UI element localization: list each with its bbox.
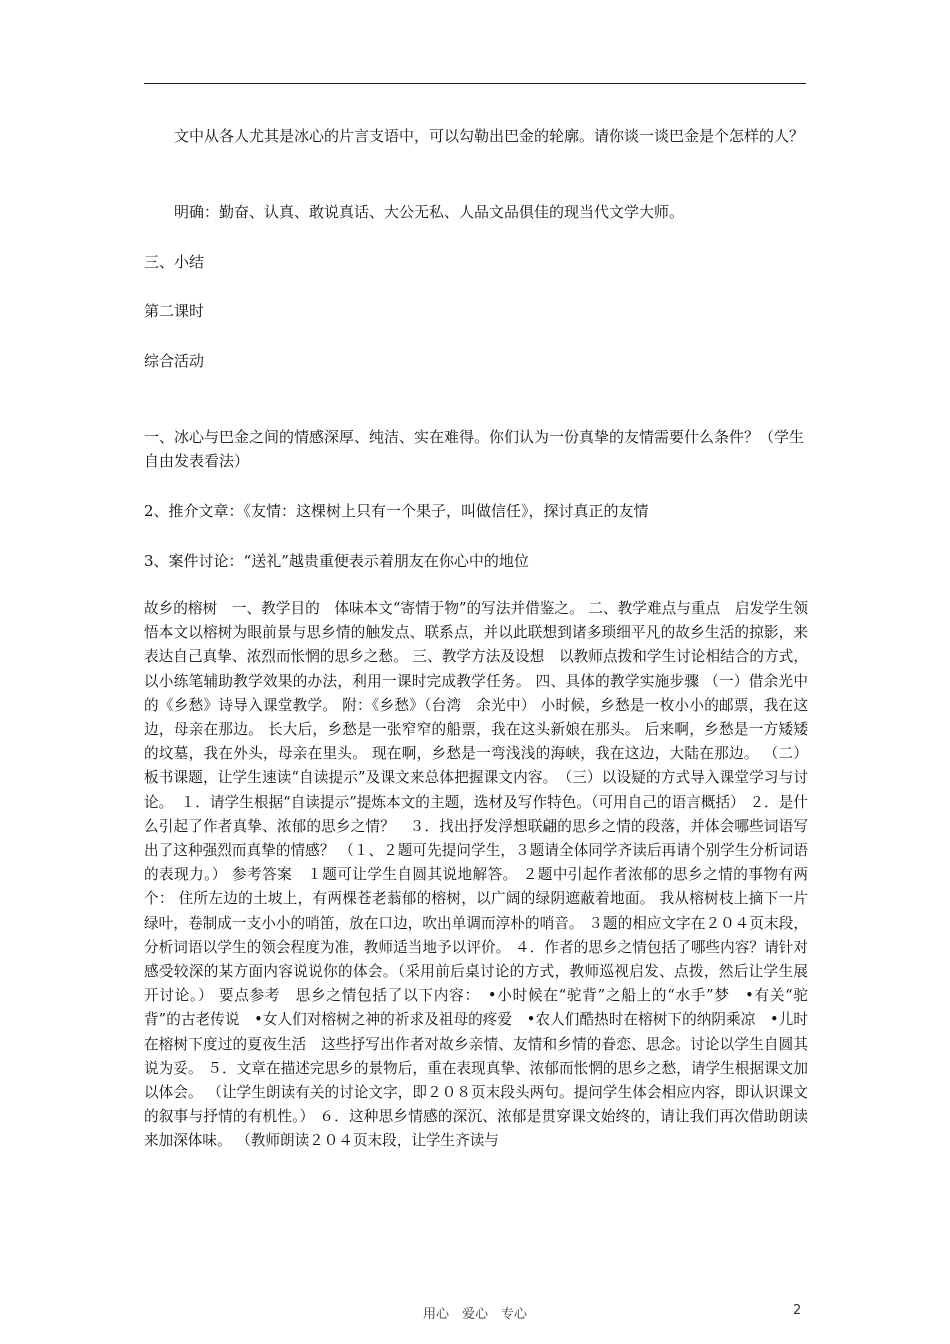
paragraph-bajin-question: 文中从各人尤其是冰心的片言支语中，可以勾勒出巴金的轮廓。请你谈一谈巴金是个怎样的人？ xyxy=(174,127,805,145)
page-number: 2 xyxy=(793,1303,802,1318)
heading-second-lesson: 第二课时 xyxy=(144,302,205,320)
paragraph-lesson-plan: 故乡的榕树 一、教学目的 体味本文“寄情于物”的写法并借鉴之。 二、教学难点与重点 启发学生领悟本文以榕树为眼前景与思乡情的触发点、联系点，并以此联想到诸多琐细平凡的故乡生活的掠影，来表达自己真挚、浓烈而怅惘的思乡之愁。 三、教学方法及设想 以教师点拨和学生讨论相结合的方式，以小练笔辅助教学效果的办法，利用一课时完成教学任务。 四、具体的教学实施步骤 （一）借余光中的《乡愁》诗导入课堂教学。 附：《乡愁》（台湾 余光中） 小时候，乡愁是一枚小小的邮票，我在这边，母亲在那边。 长大后，乡愁是一张窄窄的船票，我在这头新娘在那头。 后来啊，乡愁是一方矮矮的坟墓，我在外头，母亲在里头。 现在啊，乡愁是一弯浅浅的海峡，我在这边，大陆在那边。 （二）板书课题，让学生速读“自读提示”及课文来总体把握课文内容。 （三）以设疑的方式导入课堂学习与讨论。 １．请学生根据“自读提示”提炼本文的主题，选材及写作特色。（可用自己的语言概括） ２．是什么引起了作者真挚、浓郁的思乡之情？ ３．找出抒发浮想联翩的思乡之情的段落，并体会哪些词语写出了这种强烈而真挚的情感？ （１、２题可先提问学生，３题请全体同学齐读后再请个别学生分析词语的表现力。） 参考答案 １题可让学生自圆其说地解答。 ２题中引起作者浓郁的思乡之情的事物有两个： 住所左边的土坡上，有两棵苍老蓊郁的榕树，以广阔的绿阴遮蔽着地面。 我从榕树枝上摘下一片绿叶，卷制成一支小小的哨笛，放在口边，吹出单调而淳朴的哨音。 ３题的相应文字在２０４页末段，分析词语以学生的领会程度为准，教师适当地予以评价。 ４．作者的思乡之情包括了哪些内容？请针对感受较深的某方面内容说说你的体会。（采用前后桌讨论的方式，教师巡视启发、点拨，然后让学生展开讨论。） 要点参考 思乡之情包括了以下内容： •小时候在“驼背”之船上的“水手”梦 •有关“驼背”的古老传说 •女人们对榕树之神的祈求及祖母的疼爱 •农人们酷热时在榕树下的纳阴乘凉 •儿时在榕树下度过的夏夜生活 这些抒写出作者对故乡亲情、友情和乡情的眷恋、思念。讨论以学生自圆其说为妥。 ５．文章在描述完思乡的景物后，重在表现真挚、浓郁而怅惘的思乡之愁，请学生根据课文加以体会。 （让学生朗读有关的讨论文字，即２０８页末段头两句。提问学生体会相应内容，即认识课文的叙事与抒情的有机性。） ６．这种思乡情感的深沉、浓郁是贯穿课文始终的，请让我们再次借助朗读来加深体味。 （教师朗读２０４页末段，让学生齐读与 xyxy=(144,600,808,1150)
heading-activity: 综合活动 xyxy=(144,352,205,370)
paragraph-case-discussion: 3、案件讨论：“送礼”越贵重便表示着朋友在你心中的地位 xyxy=(144,552,529,570)
heading-summary: 三、小结 xyxy=(144,253,205,271)
paragraph-friendship-question: 一、冰心与巴金之间的情感深厚、纯洁、实在难得。你们认为一份真挚的友情需要什么条件？（学生自由发表看法） xyxy=(144,428,805,470)
paragraph-recommend-article: 2、推介文章：《友情：这棵树上只有一个果子，叫做信任》，探讨真正的友情 xyxy=(144,502,649,520)
footer-motto: 用心 爱心 专心 xyxy=(422,1307,527,1322)
header-rule xyxy=(144,83,806,84)
paragraph-answer: 明确：勤奋、认真、敢说真话、大公无私、人品文品俱佳的现当代文学大师。 xyxy=(174,203,685,221)
